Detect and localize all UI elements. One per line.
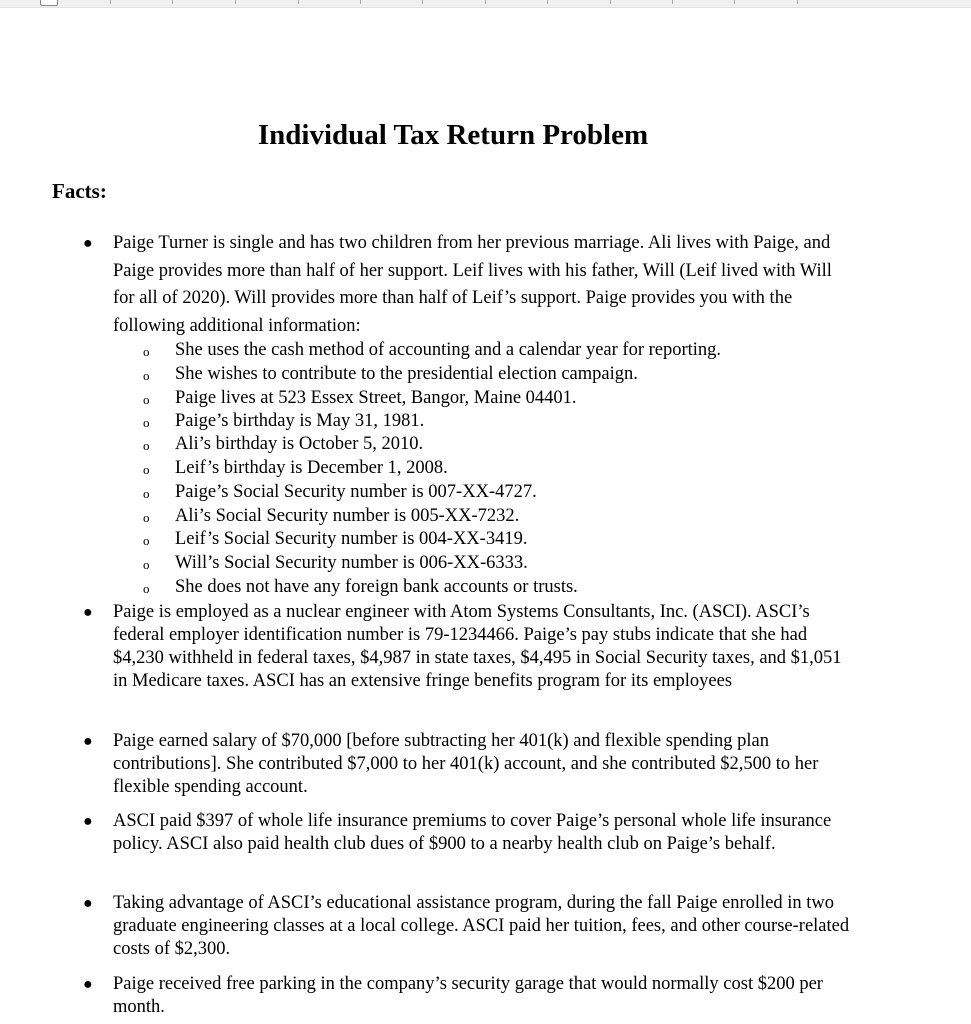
- sub-list-item: [143, 433, 875, 457]
- sub-list-item: [143, 457, 875, 481]
- circle-bullet-icon: o: [143, 557, 150, 572]
- list-item: [83, 973, 858, 1019]
- ruler-tick: [734, 0, 735, 4]
- circle-bullet-icon: o: [143, 415, 150, 430]
- sub-list-item-text: Will’s Social Security number is 006-XX-6333.: [175, 553, 528, 573]
- sub-list-item: [143, 363, 875, 387]
- sub-list-item: [143, 339, 875, 363]
- circle-bullet-icon: o: [143, 344, 150, 359]
- list-item: [83, 601, 858, 693]
- sub-list-item: [143, 552, 875, 576]
- list-item: [83, 810, 858, 856]
- sub-list-item-text: Ali’s Social Security number is 005-XX-7232.: [175, 506, 520, 526]
- ruler-tick: [360, 0, 361, 4]
- list-item: [83, 230, 858, 340]
- ruler-bar: [0, 0, 971, 8]
- ruler-tick: [422, 0, 423, 4]
- page-title: Individual Tax Return Problem: [257, 119, 649, 151]
- list-item-text: ASCI paid $397 of whole life insurance premiums to cover Paige’s personal whole life insurance policy. ASCI also paid health club dues of $900 to a nearby health club on Paige’s behalf.: [113, 811, 832, 854]
- list-item-text: Paige received free parking in the company’s security garage that would normally cost $200 per month.: [113, 974, 823, 1017]
- circle-bullet-icon: o: [143, 368, 150, 383]
- checkbox-icon: [40, 0, 58, 6]
- sub-list-item-text: Paige’s birthday is May 31, 1981.: [175, 411, 425, 431]
- sub-list-item: [143, 528, 875, 552]
- sub-list-item-text: She does not have any foreign bank accounts or trusts.: [175, 577, 578, 597]
- sub-list-item-text: Leif’s Social Security number is 004-XX-3419.: [175, 529, 528, 549]
- bullet-icon: ●: [83, 604, 93, 621]
- circle-bullet-icon: o: [143, 392, 150, 407]
- sub-list-item: [143, 576, 875, 600]
- circle-bullet-icon: o: [143, 438, 150, 453]
- sub-list-item-text: Paige lives at 523 Essex Street, Bangor, Maine 04401.: [175, 388, 577, 408]
- circle-bullet-icon: o: [143, 533, 150, 548]
- ruler-tick: [235, 0, 236, 4]
- sub-list-item: [143, 481, 875, 505]
- ruler-tick: [547, 0, 548, 4]
- sub-list-item: [143, 410, 875, 434]
- ruler-tick: [797, 0, 798, 4]
- list-item-text: Paige Turner is single and has two children from her previous marriage. Ali lives with Paige, and Paige provides more than half of her support. Leif lives with his father, Will (Leif lived with Will for all of 2020). Will provides more than half of Leif’s support. Paige provides you with the following additional information:: [113, 233, 832, 336]
- list-item-text: Taking advantage of ASCI’s educational assistance program, during the fall Paige enrolled in two graduate engineering classes at a local college. ASCI paid her tuition, fees, and other course-related costs of $2,300.: [113, 893, 850, 959]
- circle-bullet-icon: o: [143, 581, 150, 596]
- sub-list-item-text: Leif’s birthday is December 1, 2008.: [175, 458, 448, 478]
- bullet-icon: ●: [83, 813, 93, 830]
- bullet-icon: ●: [83, 235, 93, 252]
- circle-bullet-icon: o: [143, 486, 150, 501]
- sub-list-item-text: Paige’s Social Security number is 007-XX-4727.: [175, 482, 537, 502]
- ruler-tick: [298, 0, 299, 4]
- facts-heading: Facts:: [52, 179, 107, 203]
- circle-bullet-icon: o: [143, 510, 150, 525]
- sub-list-item-text: Ali’s birthday is October 5, 2010.: [175, 434, 424, 454]
- ruler-tick: [672, 0, 673, 4]
- sub-list-item-text: She wishes to contribute to the presidential election campaign.: [175, 364, 638, 384]
- bullet-icon: ●: [83, 976, 93, 993]
- ruler-tick: [485, 0, 486, 4]
- bullet-icon: ●: [83, 733, 93, 750]
- ruler-tick: [610, 0, 611, 4]
- ruler-tick: [110, 0, 111, 4]
- bullet-icon: ●: [83, 895, 93, 912]
- circle-bullet-icon: o: [143, 462, 150, 477]
- sub-list-item: [143, 505, 875, 529]
- sub-list-item-text: She uses the cash method of accounting and a calendar year for reporting.: [175, 340, 722, 360]
- list-item: [83, 730, 858, 799]
- sub-list-item: [143, 387, 875, 411]
- ruler-tick: [172, 0, 173, 4]
- list-item: [83, 892, 858, 961]
- list-item-text: Paige earned salary of $70,000 [before subtracting her 401(k) and flexible spending plan contributions]. She contributed $7,000 to her 401(k) account, and she contributed $2,500 to her flexible spending account.: [113, 731, 819, 797]
- list-item-text: Paige is employed as a nuclear engineer with Atom Systems Consultants, Inc. (ASCI). ASCI’s federal employer identification number is 79-1234466. Paige’s pay stubs indicate that she had $4,230 withheld in federal taxes, $4,987 in state taxes, $4,495 in Social Security taxes, and $1,051 in Medicare taxes. ASCI has an extensive fringe benefits program for its employees: [113, 602, 842, 691]
